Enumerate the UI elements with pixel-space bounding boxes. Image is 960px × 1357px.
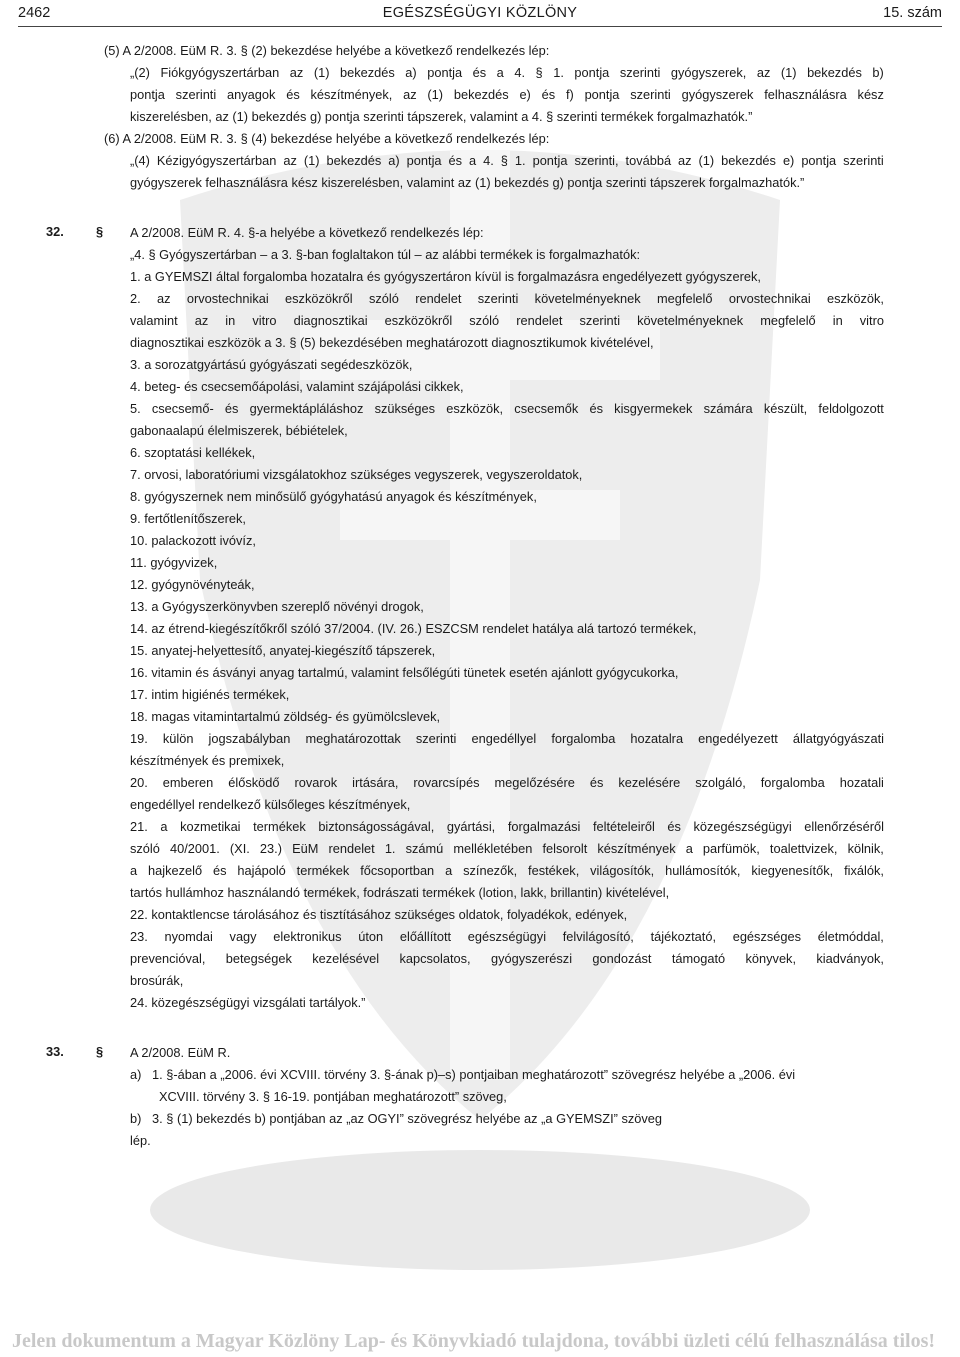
text-line: lép. bbox=[130, 1133, 151, 1148]
list-item: a hajkezelő és hajápoló termékek főcsoportban a színezők, festékek, világosítók, hullámosítók, kiegyenesítők, fixálók, bbox=[130, 863, 884, 878]
list-item: 4. beteg- és csecsemőápolási, valamint szájápolási cikkek, bbox=[130, 379, 464, 394]
list-item: gabonaalapú élelmiszerek, bébiételek, bbox=[130, 423, 348, 438]
section-number: 32. bbox=[46, 224, 64, 239]
list-item: brosúrák, bbox=[130, 973, 184, 988]
list-item: 17. intim higiénés termékek, bbox=[130, 687, 290, 702]
list-item: 13. a Gyógyszerkönyvben szereplő növényi drogok, bbox=[130, 599, 424, 614]
list-item: 3. a sorozatgyártású gyógyászati segédeszközök, bbox=[130, 357, 413, 372]
page-header bbox=[0, 0, 960, 26]
list-item: 8. gyógyszernek nem minősülő gyógyhatású anyagok és készítmények, bbox=[130, 489, 537, 504]
list-item: 22. kontaktlencse tárolásához és tisztításához szükséges oldatok, folyadékok, edények, bbox=[130, 907, 628, 922]
list-item: 18. magas vitamintartalmú zöldség- és gyümölcslevek, bbox=[130, 709, 441, 724]
text-line: „(2) Fiókgyógyszertárban az (1) bekezdés a) pontja és a 4. § 1. pontja szerinti gyógyszerek, az (1) bekezdés b) bbox=[130, 65, 884, 80]
text-line: (6) A 2/2008. EüM R. 3. § (4) bekezdése helyébe a következő rendelkezés lép: bbox=[104, 131, 550, 146]
section-symbol: § bbox=[96, 224, 104, 239]
list-item: 23. nyomdai vagy elektronikus úton előállított egészségügyi felvilágosító, tájékoztató, egészséges életmóddal, bbox=[130, 929, 884, 944]
section-symbol: § bbox=[96, 1044, 104, 1059]
list-item: 1. a GYEMSZI által forgalomba hozatalra és gyógyszertáron kívül is forgalmazásra engedélyezett gyógyszerek, bbox=[130, 269, 761, 284]
copyright-notice: Jelen dokumentum a Magyar Közlöny Lap- és Könyvkiadó tulajdona, további üzleti célú felhasználása tilos! bbox=[12, 1330, 936, 1352]
issue-number: 15. szám bbox=[883, 5, 942, 21]
list-item: 6. szoptatási kellékek, bbox=[130, 445, 256, 460]
list-item: 7. orvosi, laboratóriumi vizsgálatokhoz szükséges vegyszerek, vegyszeroldatok, bbox=[130, 467, 583, 482]
list-item: 9. fertőtlenítőszerek, bbox=[130, 511, 246, 526]
text-line: „(4) Kézigyógyszertárban az (1) bekezdés a) pontja és a 4. § 1. pontja szerinti, továbbá az (1) bekezdés e) pontja szerinti bbox=[130, 153, 884, 168]
text-line: A 2/2008. EüM R. 4. §-a helyébe a következő rendelkezés lép: bbox=[130, 225, 484, 240]
copyright-footer bbox=[0, 1328, 960, 1356]
text-line: pontja szerinti anyagok és készítmények, az (1) bekezdés e) és f) pontja szerinti gyógyszerek felhasználásra kész bbox=[130, 87, 884, 102]
list-item: b) 3. § (1) bekezdés b) pontjában az „az OGYI” szövegrész helyébe az „a GYEMSZI” szöveg bbox=[130, 1111, 663, 1126]
text-line: (5) A 2/2008. EüM R. 3. § (2) bekezdése helyébe a következő rendelkezés lép: bbox=[104, 43, 550, 58]
list-item: engedéllyel rendelkező külsőleges készítmények, bbox=[130, 797, 411, 812]
list-item: 14. az étrend-kiegészítőkről szóló 37/2004. (IV. 26.) ESZCSM rendelet hatálya alá tartozó termékek, bbox=[130, 621, 697, 636]
list-item: 12. gyógynövényteák, bbox=[130, 577, 255, 592]
text-line: gyógyszerek felhasználásra kész kiszerelésben, valamint az (1) bekezdés g) pontja szerinti tápszerek forgalmazhatók.” bbox=[130, 175, 805, 190]
list-item: 10. palackozott ivóvíz, bbox=[130, 533, 256, 548]
list-item: 24. közegészségügyi vizsgálati tartályok.” bbox=[130, 995, 366, 1010]
list-item: 19. külön jogszabályban meghatározottak szerinti engedéllyel forgalomba hozatalra engedélyezett állatgyógyászati bbox=[130, 731, 884, 746]
list-item: szóló 40/2001. (XI. 23.) EüM rendelet 1. számú mellékletében felsorolt készítmények a parfümök, toalettvizek, kölnik, bbox=[130, 841, 884, 856]
page-number: 2462 bbox=[18, 5, 51, 21]
list-item: XCVIII. törvény 3. § 16-19. pontjában meghatározott” szöveg, bbox=[159, 1089, 507, 1104]
list-item: 15. anyatej-helyettesítő, anyatej-kiegészítő tápszerek, bbox=[130, 643, 436, 658]
section-number: 33. bbox=[46, 1044, 64, 1059]
list-item: tartós hullámhoz használandó termékek, fodrászati termékek (lotion, lakk, brillantin) kivételével, bbox=[130, 885, 670, 900]
journal-title: EGÉSZSÉGÜGYI KÖZLÖNY bbox=[382, 5, 578, 21]
list-item: a) 1. §-ában a „2006. évi XCVIII. törvény 3. §-ának p)–s) pontjaiban meghatározott” szövegrész helyébe a „2006. évi bbox=[130, 1067, 796, 1082]
list-item: 16. vitamin és ásványi anyag tartalmú, valamint felsőlégúti tünetek esetén ajánlott gyógycukorka, bbox=[130, 665, 679, 680]
list-item: 20. emberen élősködő rovarok irtására, rovarcsípés megelőzésére és kezelésére szolgáló, forgalomba hozatali bbox=[130, 775, 884, 790]
header-rule bbox=[18, 26, 942, 27]
text-line: kiszerelésben, az (1) bekezdés g) pontja szerinti tápszerek, valamint a 4. § szerinti termékek forgalmazhatók.” bbox=[130, 109, 753, 124]
list-item: prevencióval, betegségek kezelésével kapcsolatos, gyógyszerészi gondozást támogató könyvek, kiadványok, bbox=[130, 951, 884, 966]
list-item: diagnosztikai eszközök a 3. § (5) bekezdésében meghatározott diagnosztikumok kivételével, bbox=[130, 335, 654, 350]
list-item: valamint az in vitro diagnosztikai eszközökről szóló rendelet szerinti követelményeknek megfelelő in vitro bbox=[130, 313, 884, 328]
list-item: 2. az orvostechnikai eszközökről szóló rendelet szerinti követelményeknek megfelelő orvostechnikai eszközök, bbox=[130, 291, 884, 306]
list-item: 21. a kozmetikai termékek biztonságosságával, gyártási, forgalmazási feltételeiről és közegészségügyi ellenőrzéséről bbox=[130, 819, 884, 834]
text-line: „4. § Gyógyszertárban – a 3. §-ban foglaltakon túl – az alábbi termékek is forgalmazhatók: bbox=[130, 247, 641, 262]
list-item: 5. csecsemő- és gyermektápláláshoz szükséges eszközök, csecsemők és kisgyermekek számára készült, feldolgozott bbox=[130, 401, 884, 416]
text-line: A 2/2008. EüM R. bbox=[130, 1045, 231, 1060]
list-item: készítmények és premixek, bbox=[130, 753, 285, 768]
list-item: 11. gyógyvizek, bbox=[130, 555, 218, 570]
